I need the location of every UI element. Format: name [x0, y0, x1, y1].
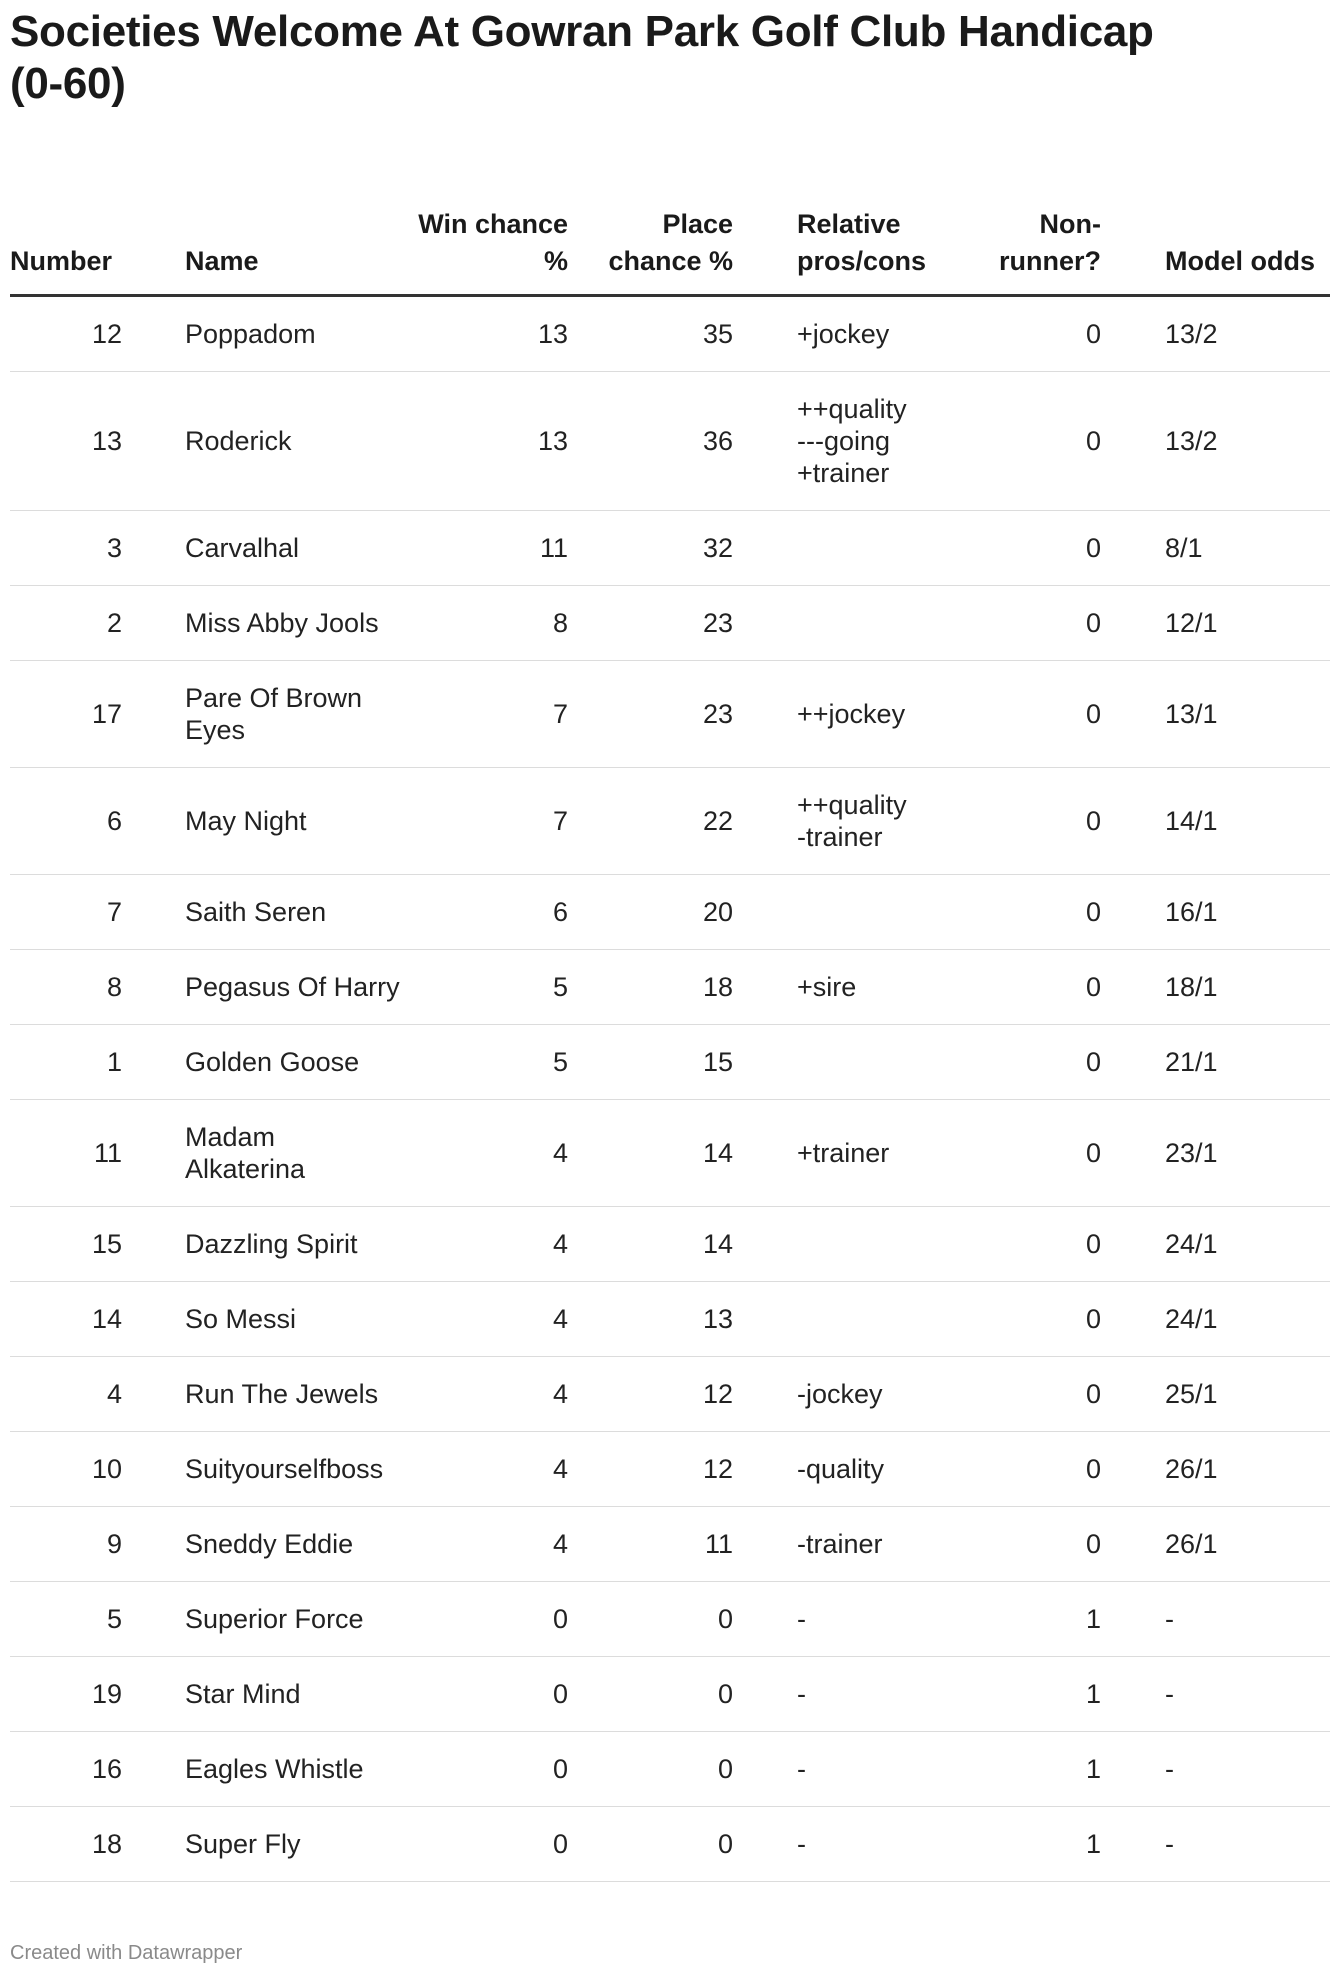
- cell-model-odds: 12/1: [1165, 586, 1330, 661]
- cell-name: Sneddy Eddie: [185, 1507, 401, 1582]
- cell-number: 4: [10, 1357, 122, 1432]
- cell-spacer: [1101, 1025, 1165, 1100]
- table-row: [10, 1100, 1330, 1207]
- cell-spacer: [1101, 768, 1165, 875]
- cell-win-chance: 6: [401, 875, 568, 950]
- cell-spacer: [122, 768, 185, 875]
- header-spacer: [122, 150, 185, 296]
- cell-model-odds: -: [1165, 1657, 1330, 1732]
- header-relative[interactable]: Relative pros/cons: [797, 150, 957, 296]
- cell-spacer: [122, 1357, 185, 1432]
- header-row: [10, 150, 1330, 296]
- cell-win-chance: 4: [401, 1207, 568, 1282]
- cell-model-odds: -: [1165, 1732, 1330, 1807]
- cell-spacer: [1101, 1582, 1165, 1657]
- cell-non-runner: 0: [957, 1507, 1101, 1582]
- cell-place-chance: 18: [568, 950, 733, 1025]
- cell-relative: [797, 875, 957, 950]
- cell-place-chance: 15: [568, 1025, 733, 1100]
- cell-spacer: [733, 1732, 797, 1807]
- cell-non-runner: 1: [957, 1657, 1101, 1732]
- cell-model-odds: 14/1: [1165, 768, 1330, 875]
- cell-spacer: [122, 875, 185, 950]
- header-win-chance[interactable]: Win chance %: [401, 150, 568, 296]
- cell-name: Run The Jewels: [185, 1357, 401, 1432]
- cell-number: 8: [10, 950, 122, 1025]
- cell-name: Pare Of Brown Eyes: [185, 661, 401, 768]
- cell-spacer: [733, 511, 797, 586]
- cell-number: 3: [10, 511, 122, 586]
- cell-relative: -: [797, 1807, 957, 1882]
- cell-number: 11: [10, 1100, 122, 1207]
- cell-place-chance: 22: [568, 768, 733, 875]
- cell-spacer: [1101, 1282, 1165, 1357]
- cell-spacer: [733, 1807, 797, 1882]
- cell-number: 15: [10, 1207, 122, 1282]
- cell-spacer: [122, 1207, 185, 1282]
- cell-spacer: [1101, 372, 1165, 511]
- cell-number: 16: [10, 1732, 122, 1807]
- cell-non-runner: 0: [957, 1357, 1101, 1432]
- cell-spacer: [122, 1807, 185, 1882]
- cell-name: Saith Seren: [185, 875, 401, 950]
- cell-place-chance: 0: [568, 1657, 733, 1732]
- cell-relative: -: [797, 1657, 957, 1732]
- cell-spacer: [733, 1357, 797, 1432]
- cell-name: Super Fly: [185, 1807, 401, 1882]
- footer-credit: Created with Datawrapper: [10, 1942, 243, 1964]
- cell-name: Madam Alkaterina: [185, 1100, 401, 1207]
- cell-relative: -jockey: [797, 1357, 957, 1432]
- cell-name: Pegasus Of Harry: [185, 950, 401, 1025]
- cell-win-chance: 0: [401, 1657, 568, 1732]
- cell-place-chance: 0: [568, 1582, 733, 1657]
- cell-non-runner: 1: [957, 1807, 1101, 1882]
- cell-model-odds: 25/1: [1165, 1357, 1330, 1432]
- cell-number: 1: [10, 1025, 122, 1100]
- cell-win-chance: 4: [401, 1357, 568, 1432]
- cell-model-odds: 23/1: [1165, 1100, 1330, 1207]
- cell-spacer: [122, 372, 185, 511]
- cell-name: Carvalhal: [185, 511, 401, 586]
- cell-place-chance: 23: [568, 586, 733, 661]
- cell-non-runner: 1: [957, 1582, 1101, 1657]
- cell-number: 14: [10, 1282, 122, 1357]
- cell-win-chance: 0: [401, 1732, 568, 1807]
- cell-spacer: [733, 950, 797, 1025]
- cell-place-chance: 32: [568, 511, 733, 586]
- cell-place-chance: 12: [568, 1432, 733, 1507]
- cell-spacer: [733, 1582, 797, 1657]
- cell-spacer: [733, 1657, 797, 1732]
- cell-model-odds: 13/2: [1165, 372, 1330, 511]
- cell-place-chance: 14: [568, 1100, 733, 1207]
- table-row: [10, 875, 1330, 950]
- header-number[interactable]: Number: [10, 150, 122, 296]
- cell-relative: +trainer: [797, 1100, 957, 1207]
- cell-place-chance: 23: [568, 661, 733, 768]
- cell-spacer: [122, 1432, 185, 1507]
- cell-number: 18: [10, 1807, 122, 1882]
- cell-relative: ++quality ---going +trainer: [797, 372, 957, 511]
- cell-win-chance: 4: [401, 1282, 568, 1357]
- cell-spacer: [733, 372, 797, 511]
- header-place-chance[interactable]: Place chance %: [568, 150, 733, 296]
- cell-relative: [797, 1025, 957, 1100]
- cell-non-runner: 0: [957, 1100, 1101, 1207]
- table-row: [10, 768, 1330, 875]
- cell-number: 7: [10, 875, 122, 950]
- header-spacer: [733, 150, 797, 296]
- cell-spacer: [122, 950, 185, 1025]
- cell-win-chance: 13: [401, 296, 568, 372]
- cell-place-chance: 0: [568, 1807, 733, 1882]
- header-model-odds[interactable]: Model odds: [1165, 150, 1330, 296]
- cell-spacer: [733, 661, 797, 768]
- page-title: Societies Welcome At Gowran Park Golf Club Handicap (0-60): [10, 7, 1154, 108]
- cell-name: Star Mind: [185, 1657, 401, 1732]
- cell-spacer: [1101, 1657, 1165, 1732]
- cell-place-chance: 20: [568, 875, 733, 950]
- cell-spacer: [1101, 1507, 1165, 1582]
- cell-win-chance: 0: [401, 1807, 568, 1882]
- cell-win-chance: 4: [401, 1432, 568, 1507]
- cell-spacer: [1101, 1807, 1165, 1882]
- cell-spacer: [1101, 1732, 1165, 1807]
- cell-spacer: [733, 1282, 797, 1357]
- cell-model-odds: -: [1165, 1582, 1330, 1657]
- cell-relative: [797, 1207, 957, 1282]
- header-non-runner[interactable]: Non-runner?: [957, 150, 1101, 296]
- cell-spacer: [1101, 1207, 1165, 1282]
- cell-number: 19: [10, 1657, 122, 1732]
- cell-spacer: [122, 1582, 185, 1657]
- cell-relative: ++jockey: [797, 661, 957, 768]
- cell-spacer: [1101, 296, 1165, 372]
- cell-spacer: [1101, 661, 1165, 768]
- cell-model-odds: 13/2: [1165, 296, 1330, 372]
- cell-non-runner: 0: [957, 1432, 1101, 1507]
- cell-number: 6: [10, 768, 122, 875]
- cell-number: 17: [10, 661, 122, 768]
- cell-model-odds: 24/1: [1165, 1207, 1330, 1282]
- cell-spacer: [122, 1282, 185, 1357]
- cell-model-odds: 26/1: [1165, 1507, 1330, 1582]
- cell-name: So Messi: [185, 1282, 401, 1357]
- cell-relative: [797, 511, 957, 586]
- cell-win-chance: 11: [401, 511, 568, 586]
- cell-non-runner: 0: [957, 372, 1101, 511]
- cell-spacer: [733, 1207, 797, 1282]
- cell-relative: [797, 1282, 957, 1357]
- cell-non-runner: 0: [957, 768, 1101, 875]
- results-table-container[interactable]: [10, 150, 1315, 1882]
- cell-spacer: [733, 296, 797, 372]
- cell-relative: -quality: [797, 1432, 957, 1507]
- cell-relative: +sire: [797, 950, 957, 1025]
- cell-place-chance: 35: [568, 296, 733, 372]
- cell-non-runner: 0: [957, 296, 1101, 372]
- cell-relative: [797, 586, 957, 661]
- cell-win-chance: 8: [401, 586, 568, 661]
- cell-spacer: [122, 511, 185, 586]
- cell-spacer: [733, 1100, 797, 1207]
- table-row: [10, 1282, 1330, 1357]
- cell-relative: -: [797, 1732, 957, 1807]
- table-row: [10, 1207, 1330, 1282]
- table-row: [10, 1807, 1330, 1882]
- cell-place-chance: 12: [568, 1357, 733, 1432]
- cell-name: Dazzling Spirit: [185, 1207, 401, 1282]
- cell-win-chance: 4: [401, 1100, 568, 1207]
- table-row: [10, 1657, 1330, 1732]
- cell-spacer: [733, 1025, 797, 1100]
- cell-model-odds: 24/1: [1165, 1282, 1330, 1357]
- cell-name: Golden Goose: [185, 1025, 401, 1100]
- cell-model-odds: 8/1: [1165, 511, 1330, 586]
- cell-model-odds: 16/1: [1165, 875, 1330, 950]
- cell-model-odds: 21/1: [1165, 1025, 1330, 1100]
- table-row: [10, 1432, 1330, 1507]
- cell-number: 13: [10, 372, 122, 511]
- cell-number: 5: [10, 1582, 122, 1657]
- cell-name: Roderick: [185, 372, 401, 511]
- cell-non-runner: 1: [957, 1732, 1101, 1807]
- cell-non-runner: 0: [957, 1207, 1101, 1282]
- cell-place-chance: 36: [568, 372, 733, 511]
- table-row: [10, 1507, 1330, 1582]
- cell-spacer: [122, 1507, 185, 1582]
- cell-non-runner: 0: [957, 950, 1101, 1025]
- cell-spacer: [733, 1432, 797, 1507]
- cell-spacer: [1101, 1100, 1165, 1207]
- cell-non-runner: 0: [957, 875, 1101, 950]
- cell-relative: +jockey: [797, 296, 957, 372]
- cell-spacer: [122, 1025, 185, 1100]
- cell-name: Poppadom: [185, 296, 401, 372]
- table-row: [10, 661, 1330, 768]
- cell-non-runner: 0: [957, 1282, 1101, 1357]
- cell-non-runner: 0: [957, 511, 1101, 586]
- cell-relative: -trainer: [797, 1507, 957, 1582]
- cell-win-chance: 13: [401, 372, 568, 511]
- cell-relative: ++quality -trainer: [797, 768, 957, 875]
- cell-spacer: [1101, 586, 1165, 661]
- cell-spacer: [733, 586, 797, 661]
- cell-spacer: [733, 875, 797, 950]
- cell-win-chance: 0: [401, 1582, 568, 1657]
- cell-spacer: [122, 1100, 185, 1207]
- cell-place-chance: 11: [568, 1507, 733, 1582]
- cell-non-runner: 0: [957, 586, 1101, 661]
- cell-model-odds: -: [1165, 1807, 1330, 1882]
- table-row: [10, 1025, 1330, 1100]
- cell-relative: -: [797, 1582, 957, 1657]
- table-body: [10, 296, 1330, 1882]
- header-spacer: [1101, 150, 1165, 296]
- cell-win-chance: 5: [401, 1025, 568, 1100]
- cell-spacer: [733, 768, 797, 875]
- header-name[interactable]: Name: [185, 150, 401, 296]
- cell-name: Miss Abby Jools: [185, 586, 401, 661]
- cell-spacer: [1101, 511, 1165, 586]
- table-row: [10, 372, 1330, 511]
- table-row: [10, 1732, 1330, 1807]
- cell-place-chance: 14: [568, 1207, 733, 1282]
- cell-spacer: [733, 1507, 797, 1582]
- cell-number: 2: [10, 586, 122, 661]
- cell-spacer: [1101, 875, 1165, 950]
- cell-spacer: [122, 661, 185, 768]
- table-row: [10, 586, 1330, 661]
- cell-spacer: [122, 1657, 185, 1732]
- cell-win-chance: 7: [401, 768, 568, 875]
- cell-name: Eagles Whistle: [185, 1732, 401, 1807]
- cell-name: May Night: [185, 768, 401, 875]
- cell-spacer: [1101, 1357, 1165, 1432]
- table-header: [10, 150, 1330, 296]
- cell-model-odds: 13/1: [1165, 661, 1330, 768]
- cell-number: 12: [10, 296, 122, 372]
- cell-spacer: [1101, 1432, 1165, 1507]
- table-row: [10, 511, 1330, 586]
- cell-spacer: [122, 1732, 185, 1807]
- cell-model-odds: 18/1: [1165, 950, 1330, 1025]
- cell-name: Superior Force: [185, 1582, 401, 1657]
- results-table: [10, 150, 1330, 1882]
- table-row: [10, 1357, 1330, 1432]
- cell-win-chance: 7: [401, 661, 568, 768]
- table-row: [10, 296, 1330, 372]
- cell-place-chance: 13: [568, 1282, 733, 1357]
- cell-spacer: [1101, 950, 1165, 1025]
- cell-name: Suityourselfboss: [185, 1432, 401, 1507]
- cell-number: 10: [10, 1432, 122, 1507]
- cell-spacer: [122, 296, 185, 372]
- table-row: [10, 1582, 1330, 1657]
- cell-place-chance: 0: [568, 1732, 733, 1807]
- cell-spacer: [122, 586, 185, 661]
- cell-model-odds: 26/1: [1165, 1432, 1330, 1507]
- cell-win-chance: 5: [401, 950, 568, 1025]
- cell-non-runner: 0: [957, 1025, 1101, 1100]
- cell-win-chance: 4: [401, 1507, 568, 1582]
- cell-non-runner: 0: [957, 661, 1101, 768]
- cell-number: 9: [10, 1507, 122, 1582]
- table-row: [10, 950, 1330, 1025]
